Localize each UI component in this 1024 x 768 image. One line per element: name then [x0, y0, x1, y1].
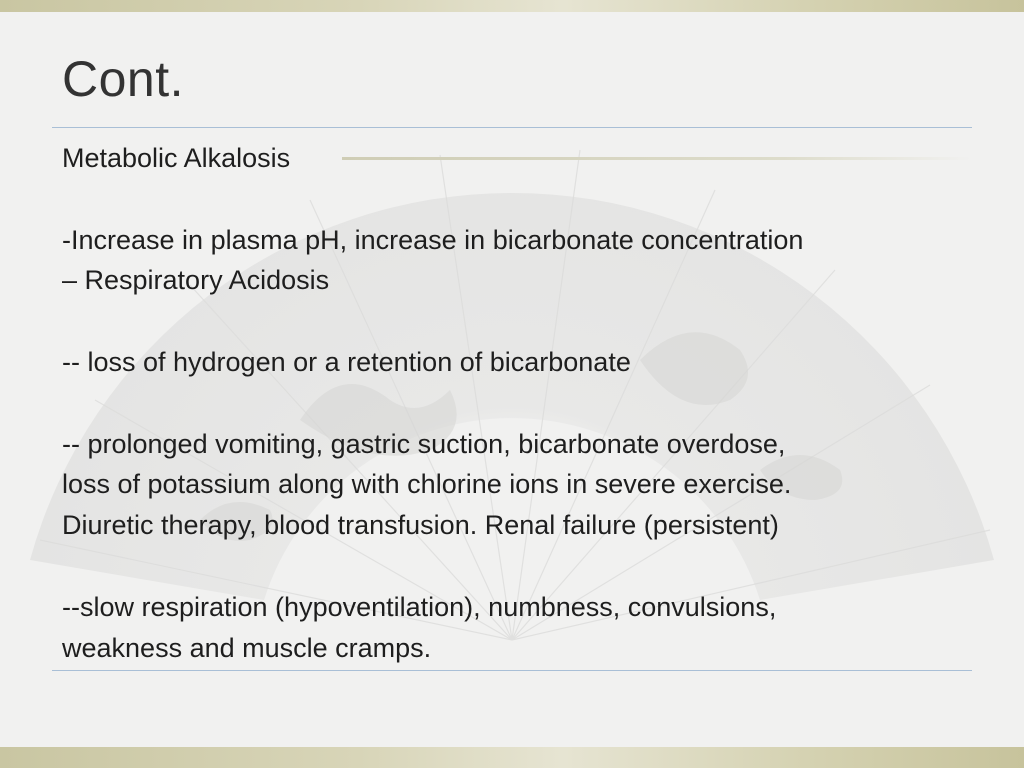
spacer [62, 301, 972, 342]
body-paragraph-1: -Increase in plasma pH, increase in bicarbonate concentration – Respiratory Acidosis [62, 224, 804, 296]
spacer [62, 546, 972, 587]
bottom-decorative-band [0, 747, 1024, 768]
title-divider [52, 127, 972, 128]
slide-body [62, 138, 972, 668]
body-paragraph-3: -- prolonged vomiting, gastric suction, bicarbonate overdose, loss of potassium along with chlorine ions in severe exercise. Diuretic therapy, blood transfusion. Renal failure (persistent) [62, 428, 792, 541]
body-paragraph-4: --slow respiration (hypoventilation), numbness, convulsions, weakness and muscle cramps. [62, 591, 777, 663]
slide-title: Cont. [62, 51, 185, 107]
footer-divider [52, 670, 972, 671]
body-subtitle: Metabolic Alkalosis [62, 143, 291, 173]
body-paragraph-2: -- loss of hydrogen or a retention of bicarbonate [62, 346, 631, 377]
spacer [62, 179, 972, 220]
spacer [62, 383, 972, 424]
